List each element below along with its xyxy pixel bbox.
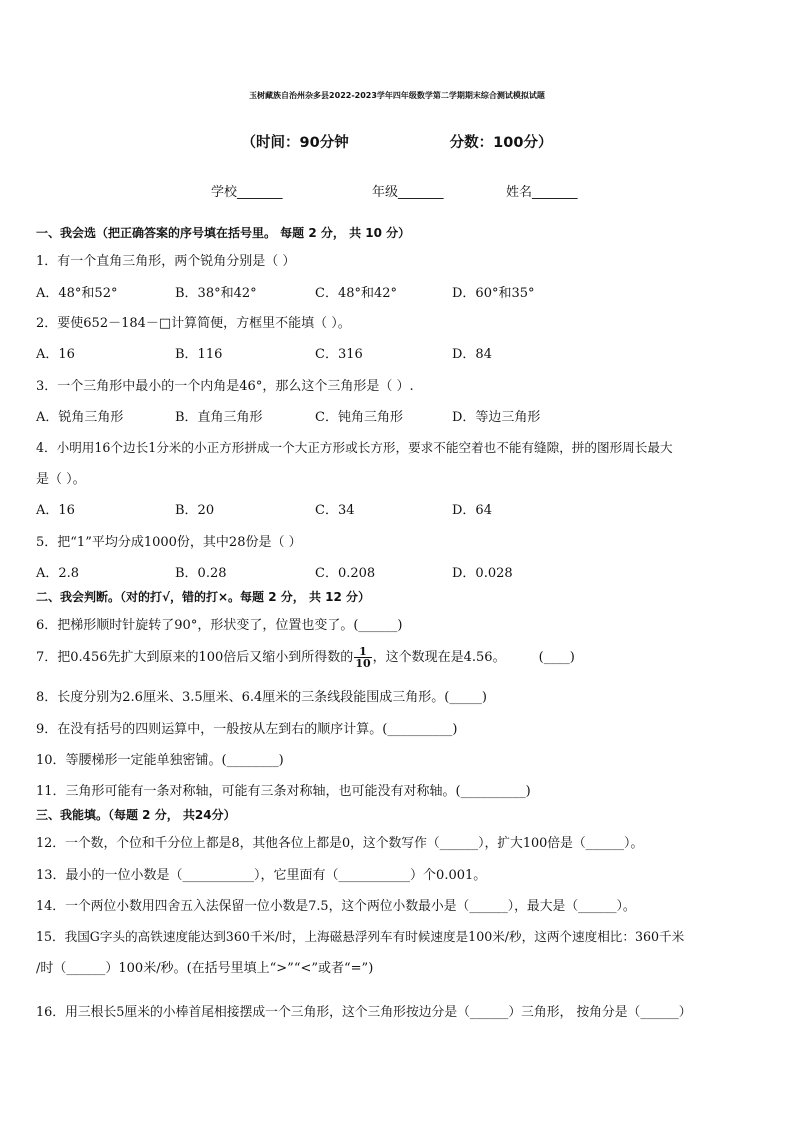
q4-option-b: B．20 [175,503,215,518]
q5-option-a: A．2.8 [36,566,80,581]
q7-fraction [354,646,371,669]
question-11: 11．三角形可能有一条对称轴，可能有三条对称轴，也可能没有对称轴。(__________) [36,784,531,799]
question-10: 10．等腰梯形一定能单独密铺。(________) [36,753,284,768]
name-field: 姓名_______ [506,185,578,200]
question-1: 1．有一个直角三角形，两个锐角分别是（ ） [36,254,296,269]
question-4-line-2: 是（ ）。 [36,472,86,487]
q7-fraction-denominator: 10 [355,657,371,670]
question-14: 14．一个两位小数用四舍五入法保留一位小数是7.5，这个两位小数最小是（______），最大是（______）。 [36,899,636,914]
q3-option-b: B．直角三角形 [175,410,263,425]
question-4-line-1: 4．小明用16个边长1分米的小正方形拼成一个大正方形或长方形，要求不能空着也不能有缝隙，拼的图形周长最大 [36,440,673,455]
exam-title: 玉树藏族自治州杂多县2022-2023学年四年级数学第二学期期末综合测试模拟试题 [249,91,545,100]
q7-text-before: 7．把0.456先扩大到原来的100倍后又缩小到所得数的 [36,650,354,665]
q3-option-c: C．钝角三角形 [315,410,403,425]
question-8: 8．长度分别为2.6厘米、3.5厘米、6.4厘米的三条线段能围成三角形。(_____) [36,690,487,705]
grade-field: 年级_______ [372,185,444,200]
q2-option-b: B．116 [175,347,223,362]
question-13: 13．最小的一位小数是（___________），它里面有（___________）个0.001。 [36,868,487,883]
q4-option-c: C．34 [315,503,355,518]
q7-text-after: ，这个数现在是4.56。 (____) [372,650,575,665]
exam-subtitle: （时间：90分钟 分数：100分） [241,135,553,151]
q4-option-a: A．16 [36,503,75,518]
question-5: 5．把“1”平均分成1000份，其中28份是（ ） [36,535,302,550]
school-field: 学校_______ [211,185,283,200]
q2-option-a: A．16 [36,347,75,362]
question-7 [36,643,764,673]
q5-option-d: D．0.028 [452,566,513,581]
q3-option-d: D．等边三角形 [452,410,541,425]
q1-option-b: B．38°和42° [175,286,257,301]
question-16: 16．用三根长5厘米的小棒首尾相接摆成一个三角形，这个三角形按边分是（______）三角形， 按角分是（______） [36,1005,692,1020]
question-12: 12．一个数，个位和千分位上都是8，其他各位上都是0，这个数写作（______），扩大100倍是（______）。 [36,836,644,851]
question-2: 2．要使652－184－□计算简便，方框里不能填（ ）。 [36,316,351,331]
q4-option-d: D．64 [452,503,492,518]
q3-option-a: A．锐角三角形 [36,410,124,425]
section-heading-choice: 一、我会选（把正确答案的序号填在括号里。 每题 2 分， 共 10 分） [36,226,411,240]
question-15-line-1: 15．我国G字头的高铁速度能达到360千米/时，上海磁悬浮列车有时候速度是100米/秒，这两个速度相比：360千米 [36,929,685,944]
section-heading-judge: 二、我会判断。（对的打√，错的打×。每题 2 分， 共 12 分） [36,590,370,604]
section-heading-fill: 三、我能填。（每题 2 分， 共24分） [36,808,236,822]
question-3: 3．一个三角形中最小的一个内角是46°，那么这个三角形是（ ）. [36,379,414,394]
q2-option-d: D．84 [452,347,492,362]
q5-option-b: B．0.28 [175,566,227,581]
q5-option-c: C．0.208 [315,566,376,581]
q1-option-d: D．60°和35° [452,286,535,301]
q1-option-c: C．48°和42° [315,286,398,301]
q7-fraction-numerator: 1 [354,646,371,658]
q2-option-c: C．316 [315,347,363,362]
q1-option-a: A．48°和52° [36,286,118,301]
question-15-line-2: /时（______）100米/秒。(在括号里填上“>”“<”或者“=”) [36,961,374,976]
question-6: 6．把梯形顺时针旋转了90°，形状变了，位置也变了。(______) [36,618,403,633]
question-9: 9．在没有括号的四则运算中，一般按从左到右的顺序计算。(__________) [36,722,458,737]
